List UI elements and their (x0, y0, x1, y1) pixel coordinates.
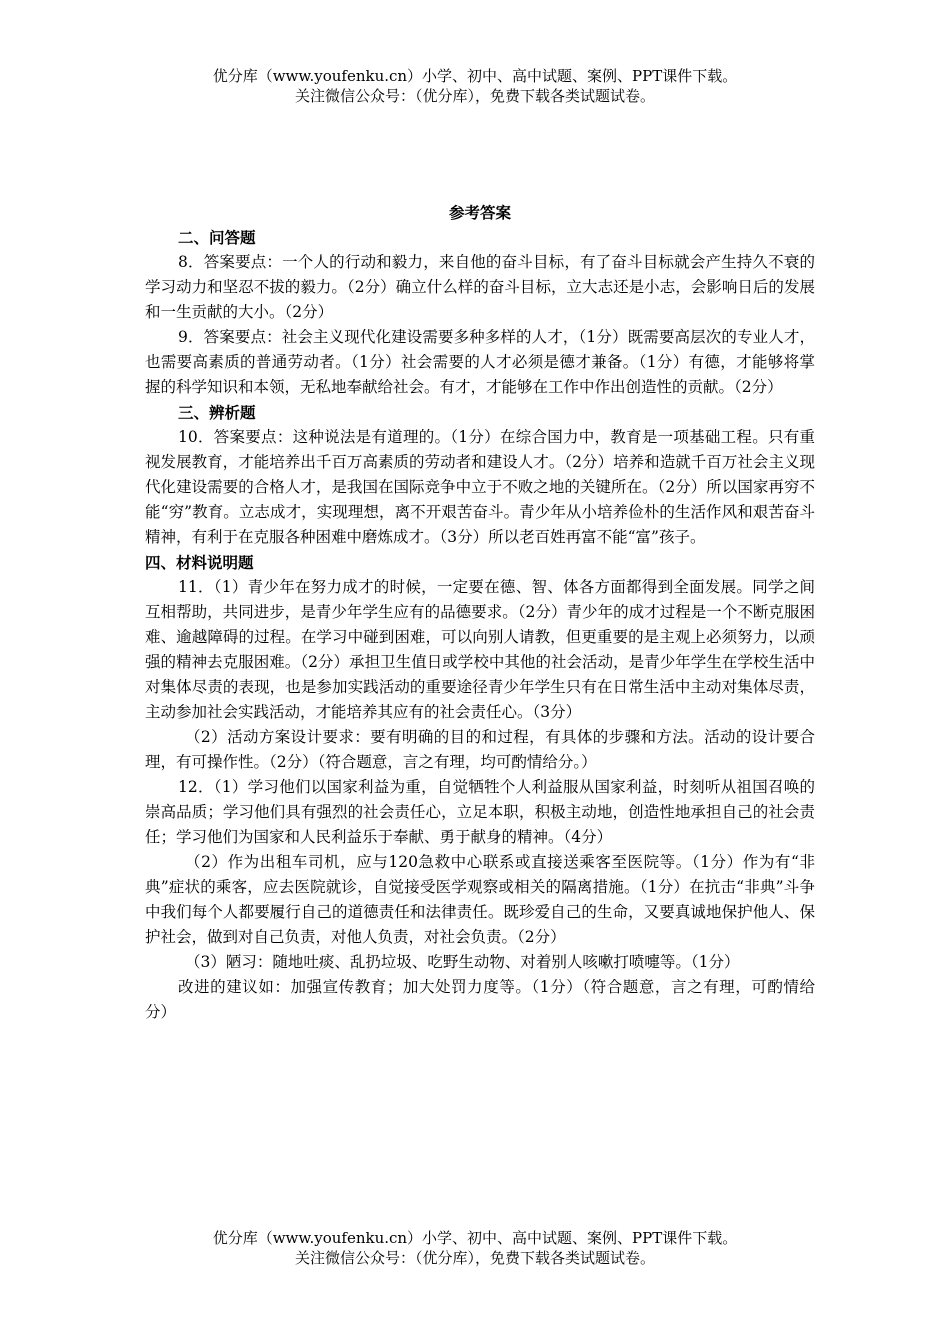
footer-line-2: 关注微信公众号：（优分库），免费下载各类试题试卷。 (294, 1249, 655, 1267)
answer-q10: 10．答案要点：这种说法是有道理的。（1分）在综合国力中，教育是一项基础工程。只有重视发展教育，才能培养出千百万高素质的劳动者和建设人才。（2分）培养和造就千百万社会主义现代化建设需要的合格人才，是我国在国际竞争中立于不败之地的关键所在。（2分）所以国家再穷不能“穷”教育。立志成才，实现理想，离不开艰苦奋斗。青少年从小培养俭朴的生活作风和艰苦奋斗精神，有利于在克服各种困难中磨炼成才。（3分）所以老百姓再富不能“富”孩子。 (145, 428, 815, 546)
answer-q11-part1: 11．（1）青少年在努力成才的时候，一定要在德、智、体各方面都得到全面发展。同学之间互相帮助，共同进步，是青少年学生应有的品德要求。（2分）青少年的成才过程是一个不断克服困难、逾越障碍的过程。在学习中碰到困难，可以向别人请教，但更重要的是主观上必须努力，以顽强的精神去克服困难。（2分）承担卫生值日或学校中其他的社会活动，是青少年学生在学校生活中对集体尽责的表现，也是参加实践活动的重要途径青少年学生只有在日常生活中主动对集体尽责，主动参加社会实践活动，才能培养其应有的社会责任心。（3分） (145, 578, 815, 721)
answer-q12-part1: 12．（1）学习他们以国家利益为重，自觉牺牲个人利益服从国家利益，时刻听从祖国召唤的崇高品质；学习他们具有强烈的社会责任心，立足本职，积极主动地，创造性地承担自己的社会责任；学习他们为国家和人民利益乐于奉献、勇于献身的精神。（4分） (145, 778, 815, 846)
answer-q12-part3: （3）陋习：随地吐痰、乱扔垃圾、吃野生动物、对着别人咳嗽打喷嚏等。（1分） (185, 953, 740, 971)
footer-line-1: 优分库（www.youfenku.cn）小学、初中、高中试题、案例、PPT课件下载。 (212, 1229, 738, 1247)
answer-document (145, 200, 815, 1025)
answer-q8: 8．答案要点：一个人的行动和毅力，来自他的奋斗目标，有了奋斗目标就会产生持久不衰的学习动力和坚忍不拔的毅力。（2分）确立什么样的奋斗目标，立大志还是小志，会影响日后的发展和一生贡献的大小。（2分） (145, 253, 815, 321)
answer-q12-suggestion: 改进的建议如：加强宣传教育；加大处罚力度等。（1分）（符合题意，言之有理，可酌情给分） (145, 978, 815, 1021)
section-heading-material: 四、材料说明题 (145, 553, 254, 572)
section-heading-qa: 二、问答题 (178, 228, 256, 247)
answer-q11-part2: （2）活动方案设计要求：要有明确的目的和过程，有具体的步骤和方法。活动的设计要合理，有可操作性。（2分）（符合题意，言之有理，均可酌情给分。） (145, 728, 815, 771)
answer-q12-part2: （2）作为出租车司机，应与120急救中心联系或直接送乘客至医院等。（1分）作为有“非典”症状的乘客，应去医院就诊，自觉接受医学观察或相关的隔离措施。（1分）在抗击“非典”斗争中我们每个人都要履行自己的道德责任和法律责任。既珍爱自己的生命，又要真诚地保护他人、保护社会，做到对自己负责，对他人负责，对社会负责。（2分） (145, 853, 815, 946)
section-heading-analysis: 三、辨析题 (178, 403, 256, 422)
header-line-1: 优分库（www.youfenku.cn）小学、初中、高中试题、案例、PPT课件下载。 (212, 67, 738, 85)
document-title: 参考答案 (448, 203, 511, 222)
header-line-2: 关注微信公众号：（优分库），免费下载各类试题试卷。 (294, 87, 655, 105)
page-header (0, 66, 950, 106)
answer-q9: 9．答案要点：社会主义现代化建设需要多种多样的人才，（1分）既需要高层次的专业人才，也需要高素质的普通劳动者。（1分）社会需要的人才必须是德才兼备。（1分）有德，才能够将掌握的科学知识和本领，无私地奉献给社会。有才，才能够在工作中作出创造性的贡献。（2分） (145, 328, 815, 396)
page-footer (0, 1228, 950, 1268)
